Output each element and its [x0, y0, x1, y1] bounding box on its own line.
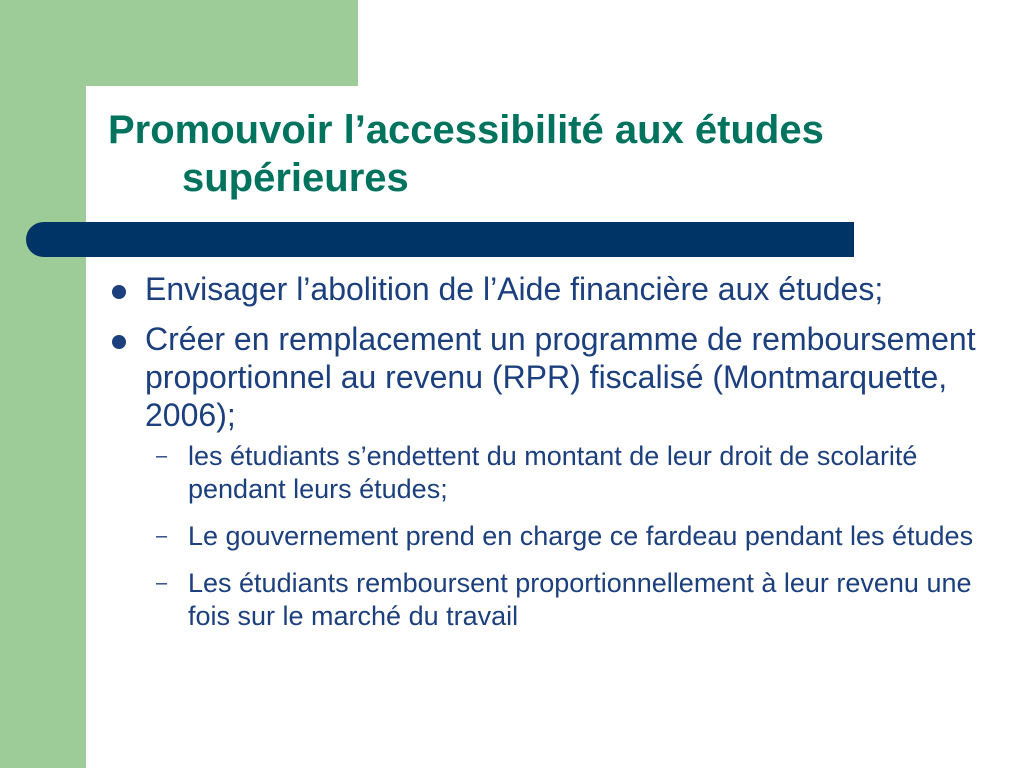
sub-bullet-text: Le gouvernement prend en charge ce fardeau pendant les études — [188, 521, 974, 551]
bullet-item — [108, 320, 998, 434]
dash-icon: – — [156, 525, 168, 547]
sub-bullet-text: Les étudiants remboursent proportionnellement à leur revenu une fois sur le marché du travail — [188, 568, 972, 631]
slide-title — [108, 106, 948, 202]
title-divider-bar — [26, 222, 854, 257]
dash-icon: – — [156, 572, 168, 594]
bullet-text: Envisager l’abolition de l’Aide financière aux études; — [145, 271, 884, 307]
bullet-dot-icon — [112, 335, 126, 349]
bullet-dot-icon — [112, 285, 126, 299]
sub-bullet-item — [108, 520, 998, 553]
slide-title-line-2: supérieures — [182, 156, 409, 200]
sub-bullet-item — [108, 440, 998, 506]
sub-bullet-text: les étudiants s’endettent du montant de leur droit de scolarité pendant leurs études; — [188, 441, 918, 504]
bullet-text: Créer en remplacement un programme de remboursement proportionnel au revenu (RPR) fiscalisé (Montmarquette, 2006); — [145, 321, 976, 433]
dash-icon: – — [156, 445, 168, 467]
slide-body — [108, 270, 998, 647]
sub-bullet-item — [108, 567, 998, 633]
bullet-item — [108, 270, 998, 308]
top-green-block — [86, 0, 358, 86]
slide-title-line-1: Promouvoir l’accessibilité aux études — [108, 108, 824, 152]
sub-bullet-list — [108, 440, 998, 633]
left-green-band — [0, 0, 86, 768]
